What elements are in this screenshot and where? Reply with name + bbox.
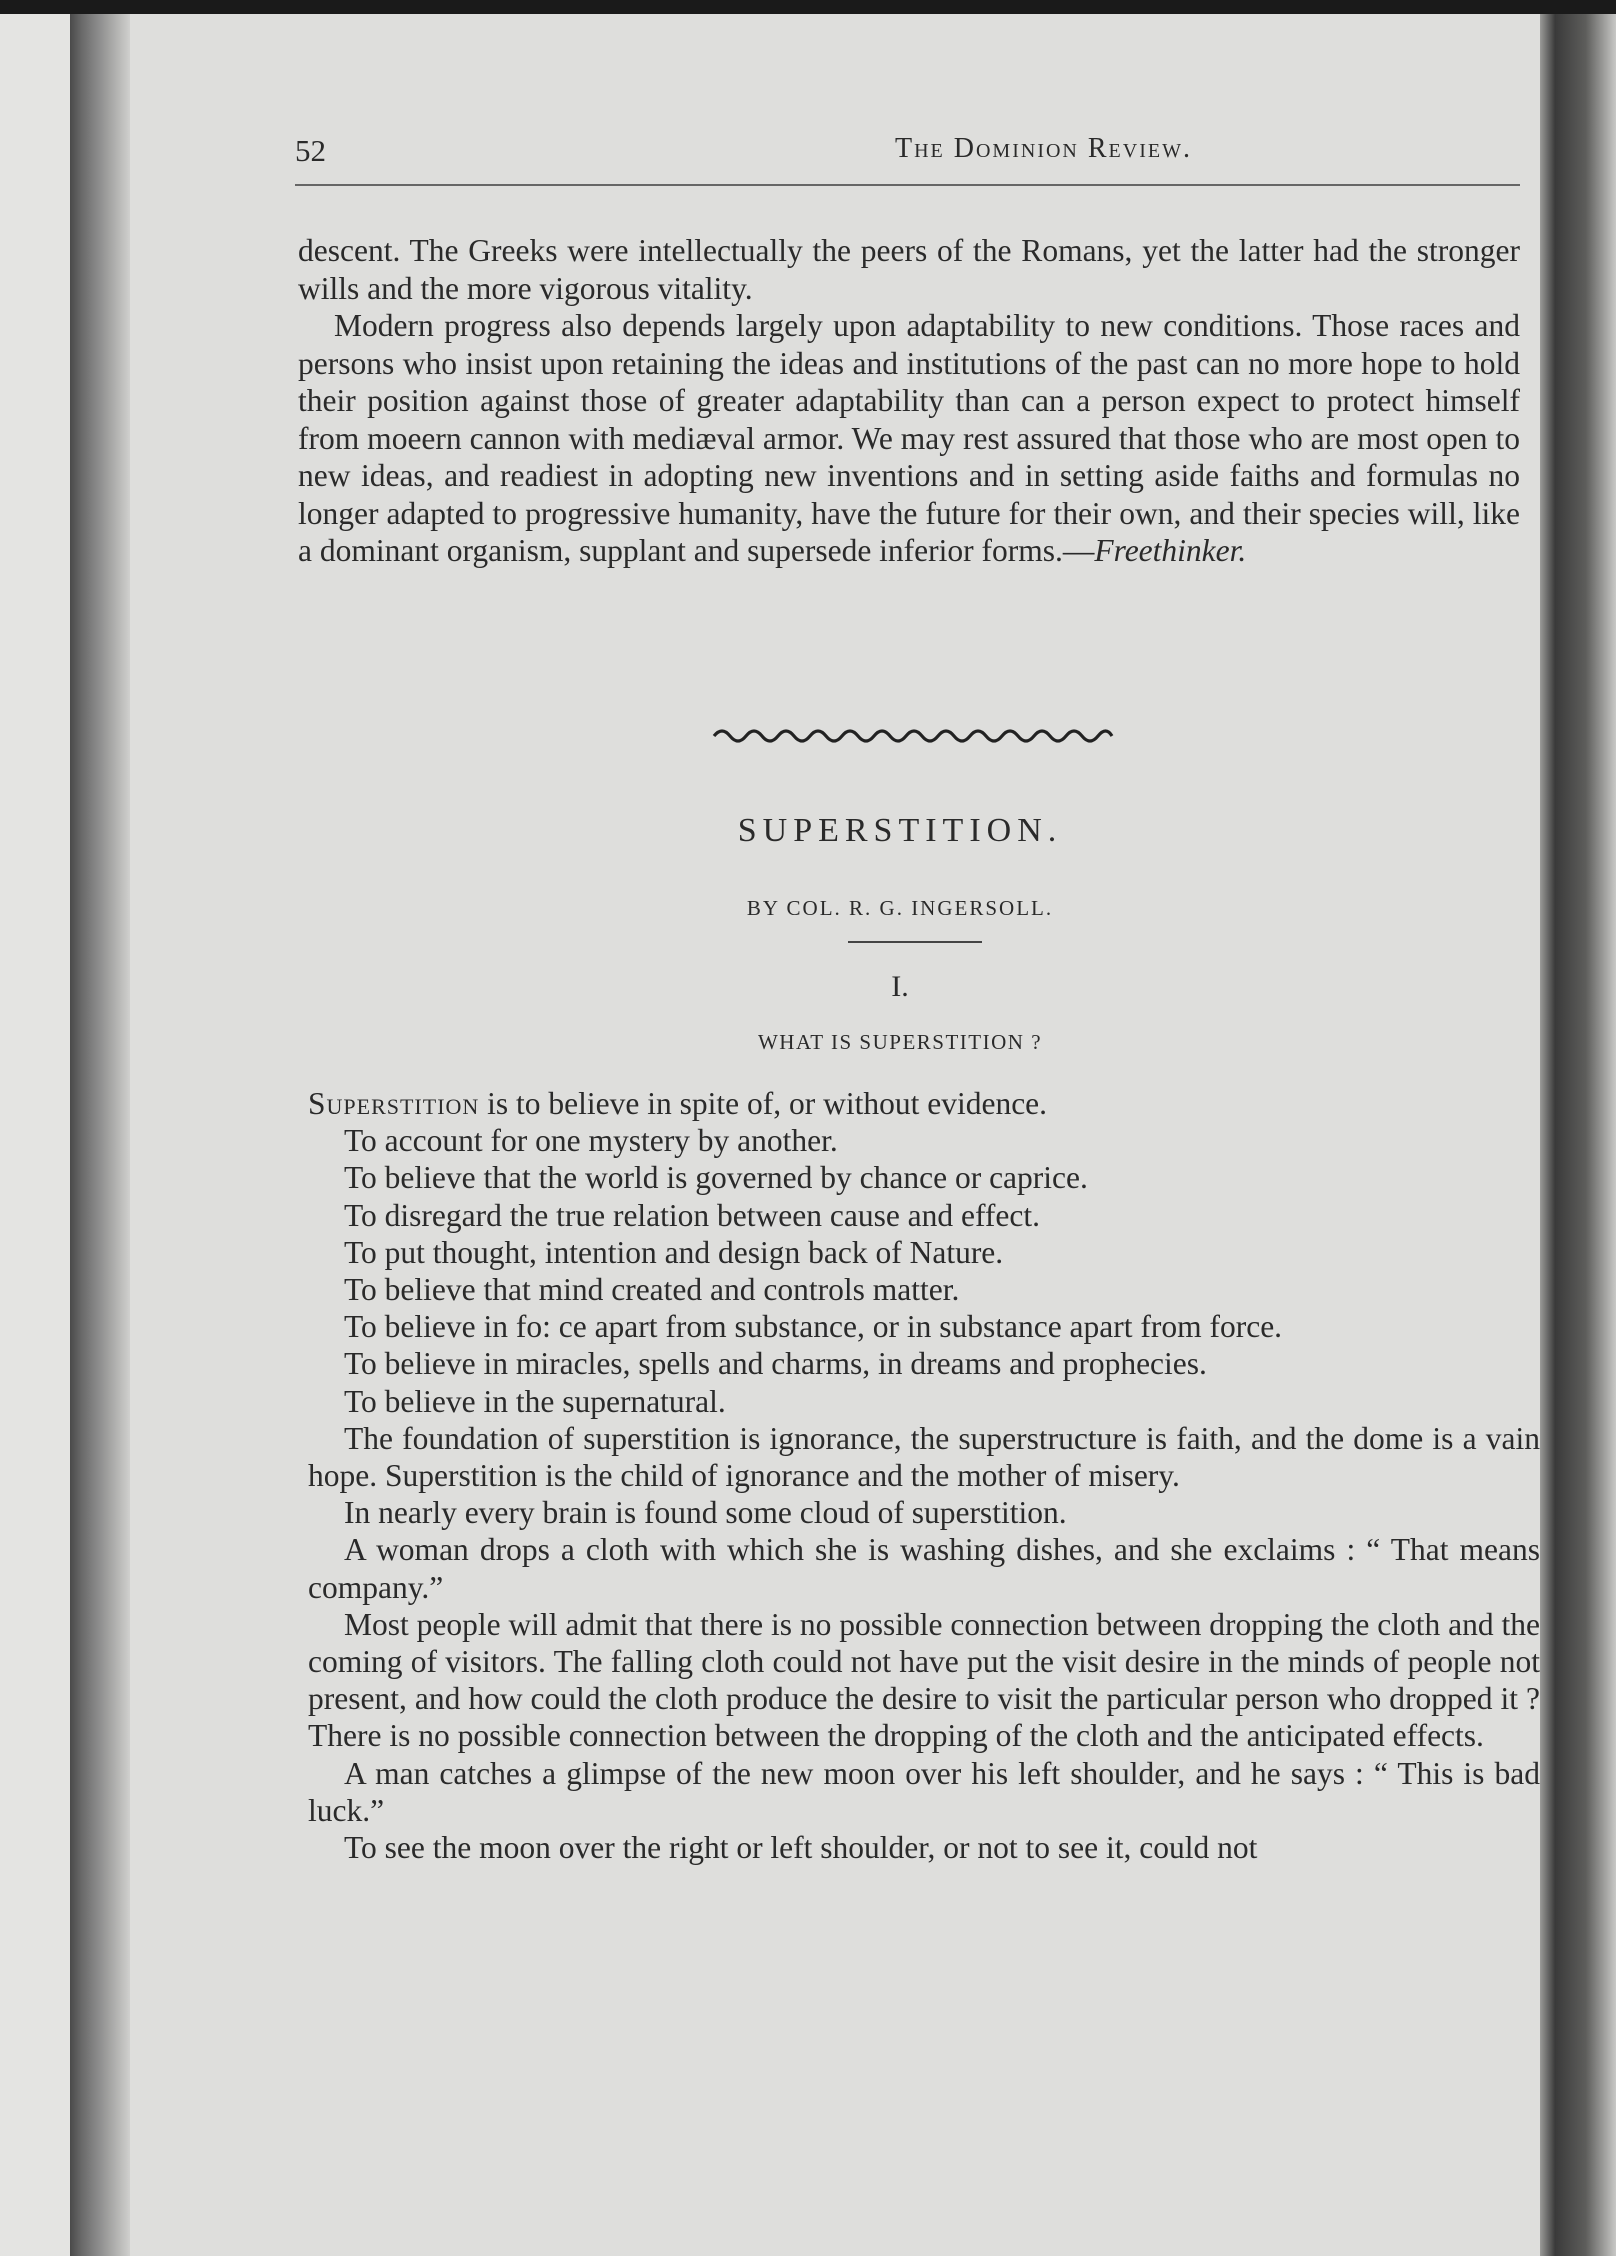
article-paragraph: The foundation of superstition is ignorance, the superstructure is faith, and the dome is a vain hope. Superstition is the child of ignorance and the mother of misery. [308, 1420, 1540, 1494]
article-paragraph: A woman drops a cloth with which she is washing dishes, and she exclaims : “ That means company.” [308, 1532, 1540, 1605]
article-paragraph: To believe in fo: ce apart from substance, or in substance apart from force. [344, 1309, 1283, 1345]
article-paragraph: To believe that the world is governed by chance or caprice. [344, 1160, 1088, 1196]
intro-text [298, 232, 1520, 570]
page-header [165, 133, 1525, 173]
source-attribution: Freethinker. [1094, 533, 1247, 568]
article-paragraph: To believe in the supernatural. [344, 1383, 726, 1419]
book-spine-shadow [70, 14, 130, 2256]
header-rule [295, 184, 1520, 186]
book-right-edge [1540, 14, 1616, 2256]
article-paragraph: To account for one mystery by another. [344, 1123, 838, 1159]
article-paragraph: To believe that mind created and controls matter. [344, 1272, 960, 1308]
wavy-rule-ornament [712, 722, 1114, 750]
article-paragraph: In nearly every brain is found some cloud of superstition. [344, 1495, 1067, 1531]
page-number: 52 [295, 133, 326, 168]
intro-paragraph-2-text: Modern progress also depends largely upon adaptability to new conditions. Those races and persons who insist upon retaining the ideas and institutions of the past can no more hope to hold their position against those of greater adaptability than can a person expect to protect himself from moeern cannon with mediæval armor. We may rest assured that those who are most open to new ideas, and readiest in adopting new inventions and in setting aside faiths and formulas no longer adapted to progressive humanity, have the future for their own, and their species will, like a dominant organism, supplant and supersede inferior forms.— [298, 308, 1520, 568]
section-number: I. [891, 970, 909, 1003]
byline-rule [848, 941, 982, 943]
article-paragraph: To disregard the true relation between cause and effect. [344, 1197, 1041, 1233]
article-byline: BY COL. R. G. INGERSOLL. [746, 896, 1054, 920]
article-title: SUPERSTITION. [737, 812, 1063, 849]
article-paragraph: To see the moon over the right or left shoulder, or not to see it, could not [344, 1830, 1258, 1866]
article-paragraph: Most people will admit that there is no possible connection between dropping the cloth and the coming of visitors. The falling cloth could not have put the visit desire in the minds of people not present, and how could the cloth produce the desire to visit the particular person who dropped it ? There is no possible connection between the dropping of the cloth and the anticipated effects. [308, 1606, 1540, 1754]
article-body [308, 1085, 1540, 1866]
intro-paragraph-2 [298, 307, 1520, 570]
article-paragraph: To put thought, intention and design back of Nature. [344, 1234, 1004, 1270]
section-heading: WHAT IS SUPERSTITION ? [757, 1030, 1043, 1054]
lead-rest: is to believe in spite of, or without evidence. [479, 1086, 1048, 1121]
lead-word: Superstition [308, 1086, 480, 1121]
running-title: The Dominion Review. [895, 133, 1192, 164]
article-lead-paragraph [308, 1085, 1540, 1122]
scan-top-border [0, 0, 1616, 14]
intro-paragraph-1: descent. The Greeks were intellectually the peers of the Romans, yet the latter had the stronger wills and the more vigorous vitality. [298, 233, 1520, 306]
article-paragraph: To believe in miracles, spells and charms, in dreams and prophecies. [344, 1346, 1207, 1382]
scan-left-margin [0, 14, 70, 2256]
article-paragraph: A man catches a glimpse of the new moon over his left shoulder, and he says : “ This is bad luck.” [308, 1755, 1540, 1828]
